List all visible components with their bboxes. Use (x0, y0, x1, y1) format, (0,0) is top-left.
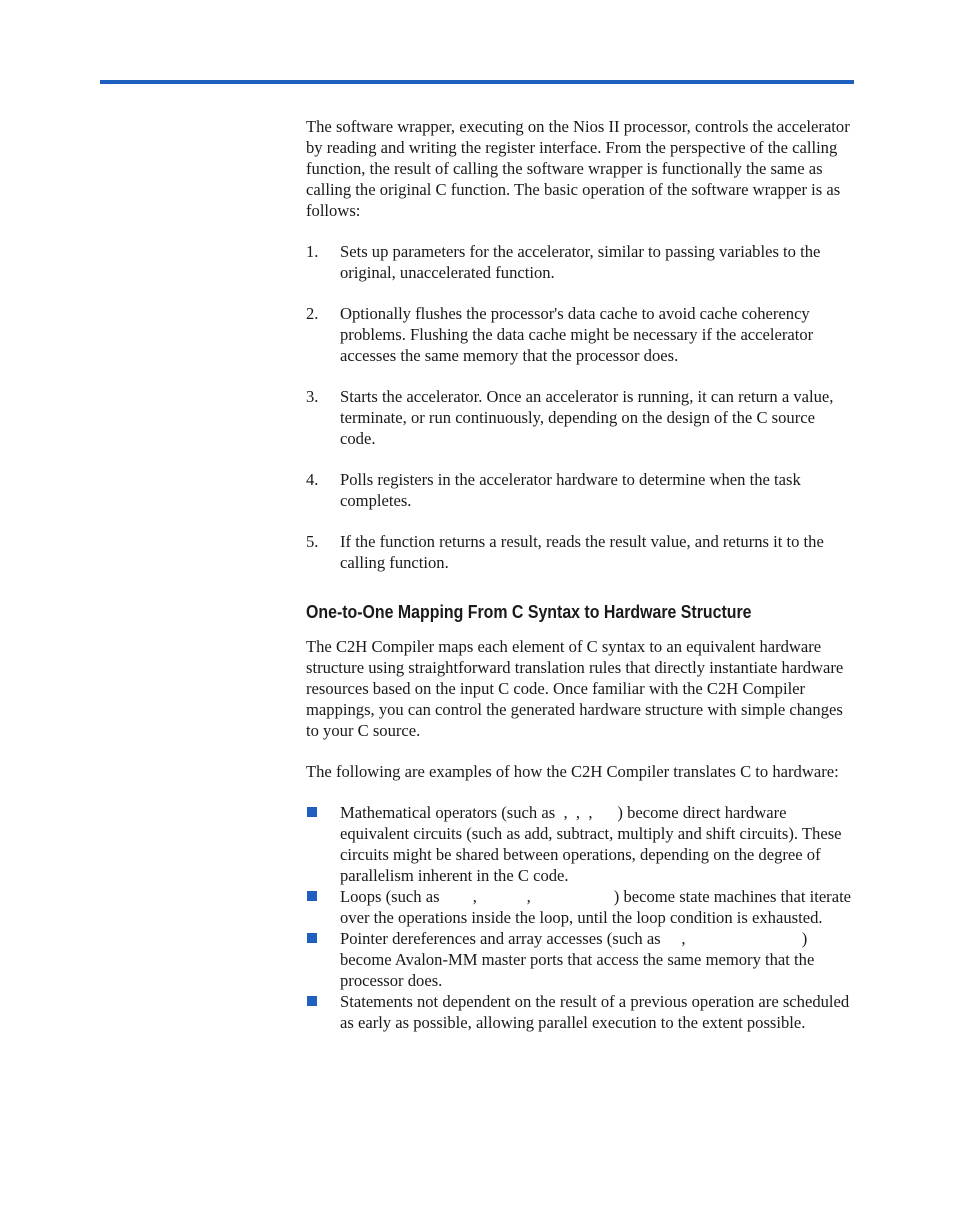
step-number: 5. (306, 532, 319, 551)
step-number: 1. (306, 242, 319, 261)
square-bullet-icon (307, 996, 317, 1006)
step-number: 4. (306, 470, 319, 489)
step-number: 3. (306, 387, 319, 406)
step-text: Starts the accelerator. Once an accelerator is running, it can return a value, terminate, or run continuously, depending on the design of the C source code. (340, 387, 834, 448)
list-item (306, 802, 852, 886)
section-heading: One-to-One Mapping From C Syntax to Hardware Structure (306, 601, 752, 622)
list-item (306, 928, 852, 991)
step-text: If the function returns a result, reads the result value, and returns it to the calling function. (340, 532, 824, 572)
step-number: 2. (306, 304, 319, 323)
list-item (306, 386, 852, 449)
list-item (306, 303, 852, 366)
header-rule (100, 80, 854, 84)
step-text: Polls registers in the accelerator hardware to determine when the task completes. (340, 470, 801, 510)
step-text: Sets up parameters for the accelerator, similar to passing variables to the original, unaccelerated function. (340, 242, 821, 282)
mapping-paragraph: The C2H Compiler maps each element of C syntax to an equivalent hardware structure using straightforward translation rules that directly instantiate hardware resources based on the input C code. Once familiar with the C2H Compiler mappings, you can control the generated hardware structure with simple changes to your C source. (306, 637, 844, 740)
examples-list (306, 802, 856, 1033)
bullet-text: Loops (such as , , ) become state machines that iterate over the operations inside the loop, until the loop condition is exhausted. (340, 887, 856, 927)
square-bullet-icon (307, 933, 317, 943)
square-bullet-icon (307, 891, 317, 901)
square-bullet-icon (307, 807, 317, 817)
bullet-text: Pointer dereferences and array accesses (such as , ) become Avalon-MM master ports that access the same memory that the processor does. (340, 929, 819, 990)
list-item (306, 886, 856, 928)
list-item (306, 241, 852, 283)
bullet-text: Statements not dependent on the result of a previous operation are scheduled as early as possible, allowing parallel execution to the extent possible. (340, 992, 854, 1032)
list-item (306, 991, 852, 1033)
steps-list (306, 241, 852, 573)
examples-intro-paragraph: The following are examples of how the C2H Compiler translates C to hardware: (306, 762, 839, 781)
document-body (306, 116, 856, 1033)
step-text: Optionally flushes the processor's data cache to avoid cache coherency problems. Flushing the data cache might be necessary if the accelerator accesses the same memory that the processor does. (340, 304, 814, 365)
intro-paragraph: The software wrapper, executing on the Nios II processor, controls the accelerator by reading and writing the register interface. From the perspective of the calling function, the result of calling the software wrapper is functionally the same as calling the original C function. The basic operation of the software wrapper is as follows: (306, 117, 850, 220)
bullet-text: Mathematical operators (such as , , , ) become direct hardware equivalent circuits (such as add, subtract, multiply and shift circuits). These circuits might be shared between operations, depending on the degree of parallelism inherent in the C code. (340, 803, 846, 885)
list-item (306, 531, 852, 573)
list-item (306, 469, 852, 511)
